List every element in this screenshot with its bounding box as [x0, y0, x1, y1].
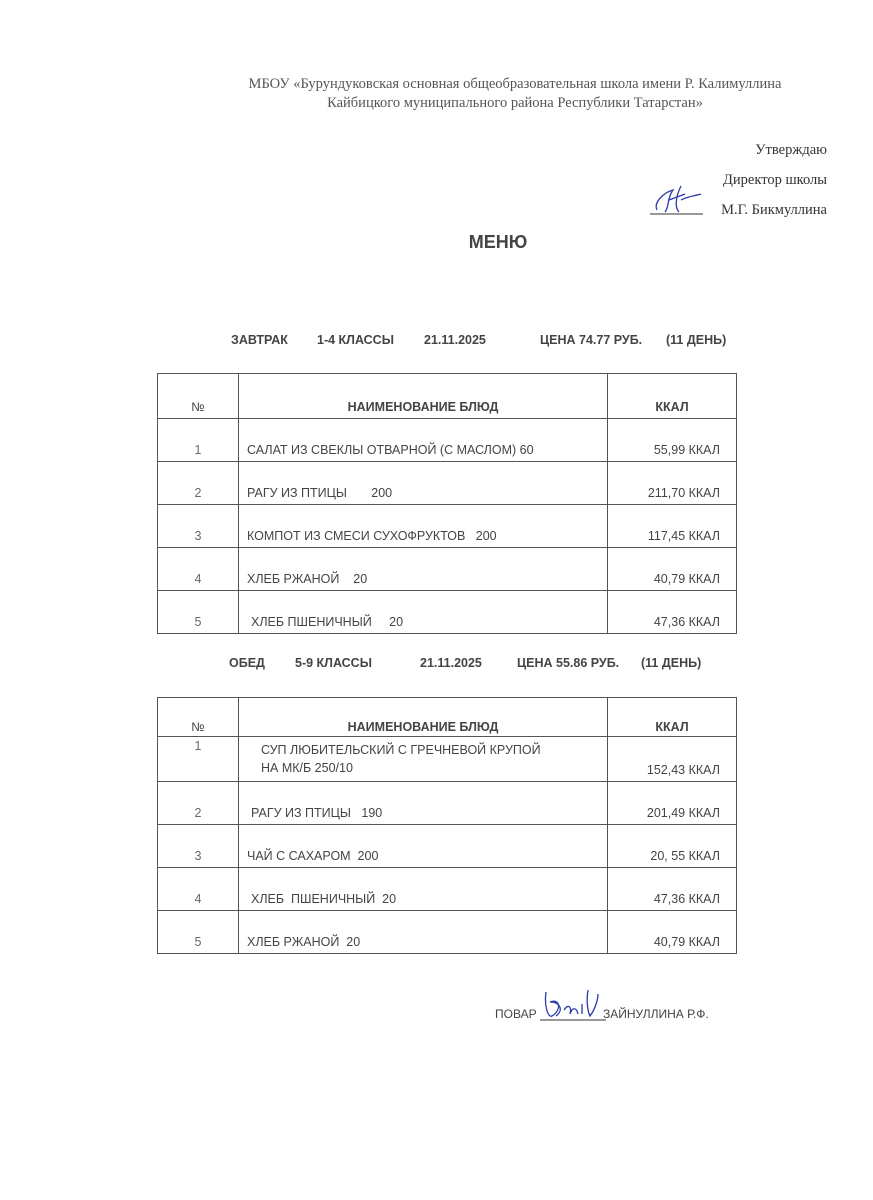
breakfast-classes: 1-4 КЛАССЫ: [317, 333, 394, 347]
table-row: [158, 591, 737, 634]
table-header-row: [158, 698, 737, 737]
row-kcal: 47,36 ККАЛ: [608, 591, 737, 634]
table-row: [158, 505, 737, 548]
row-dish: СУП ЛЮБИТЕЛЬСКИЙ С ГРЕЧНЕВОЙ КРУПОЙ НА МК/Б 250/10: [239, 737, 608, 782]
lunch-day: (11 ДЕНЬ): [641, 656, 702, 670]
row-num: 5: [158, 911, 239, 954]
org-line-2: Кайбицкого муниципального района Республики Татарстан»: [327, 95, 703, 111]
row-num: 4: [158, 868, 239, 911]
cook-label: ПОВАР: [495, 1007, 537, 1021]
org-line-1: МБОУ «Бурундуковская основная общеобразовательная школа имени Р. Калимуллина: [248, 76, 782, 92]
col-kcal: ККАЛ: [608, 698, 737, 737]
table-row: [158, 782, 737, 825]
col-name: НАИМЕНОВАНИЕ БЛЮД: [239, 698, 608, 737]
row-dish: ХЛЕБ РЖАНОЙ 20: [239, 911, 608, 954]
lunch-price: ЦЕНА 55.86 РУБ.: [517, 656, 620, 670]
row-dish: ЧАЙ С САХАРОМ 200: [239, 825, 608, 868]
col-num: №: [158, 698, 239, 737]
organization-name: [150, 75, 873, 113]
row-kcal: 40,79 ККАЛ: [608, 548, 737, 591]
lunch-date: 21.11.2025: [420, 656, 482, 670]
row-kcal: 55,99 ККАЛ: [608, 419, 737, 462]
col-name: НАИМЕНОВАНИЕ БЛЮД: [239, 374, 608, 419]
breakfast-day: (11 ДЕНЬ): [666, 333, 727, 347]
table-row: [158, 462, 737, 505]
table-row: [158, 737, 737, 782]
page-title: МЕНЮ: [468, 232, 528, 252]
lunch-meal: ОБЕД: [229, 656, 265, 670]
director-position: Директор школы: [723, 172, 827, 188]
row-dish: ХЛЕБ ПШЕНИЧНЫЙ 20: [239, 868, 608, 911]
row-dish: РАГУ ИЗ ПТИЦЫ 190: [239, 782, 608, 825]
table-row: [158, 548, 737, 591]
director-signature: [645, 178, 705, 218]
row-kcal: 211,70 ККАЛ: [608, 462, 737, 505]
row-num: 5: [158, 591, 239, 634]
table-row: [158, 911, 737, 954]
row-kcal: 47,36 ККАЛ: [608, 868, 737, 911]
lunch-classes: 5-9 КЛАССЫ: [295, 656, 372, 670]
row-kcal: 40,79 ККАЛ: [608, 911, 737, 954]
row-num: 3: [158, 825, 239, 868]
row-kcal: 152,43 ККАЛ: [608, 737, 737, 782]
row-num: 3: [158, 505, 239, 548]
row-dish: РАГУ ИЗ ПТИЦЫ 200: [239, 462, 608, 505]
director-name: М.Г. Бикмуллина: [721, 202, 827, 218]
cook-signature: [538, 984, 608, 1026]
breakfast-date: 21.11.2025: [424, 333, 486, 347]
col-kcal: ККАЛ: [608, 374, 737, 419]
row-kcal: 201,49 ККАЛ: [608, 782, 737, 825]
breakfast-table: [157, 373, 737, 634]
row-num: 2: [158, 462, 239, 505]
approve-label: Утверждаю: [755, 142, 827, 158]
col-num: №: [158, 374, 239, 419]
breakfast-price: ЦЕНА 74.77 РУБ.: [540, 333, 643, 347]
row-dish: ХЛЕБ ПШЕНИЧНЫЙ 20: [239, 591, 608, 634]
row-dish: КОМПОТ ИЗ СМЕСИ СУХОФРУКТОВ 200: [239, 505, 608, 548]
breakfast-meal: ЗАВТРАК: [231, 333, 288, 347]
table-row: [158, 825, 737, 868]
row-num: 1: [158, 419, 239, 462]
row-kcal: 117,45 ККАЛ: [608, 505, 737, 548]
row-kcal: 20, 55 ККАЛ: [608, 825, 737, 868]
row-num: 4: [158, 548, 239, 591]
table-row: [158, 868, 737, 911]
table-row: [158, 419, 737, 462]
row-num: 1: [158, 737, 239, 782]
table-header-row: [158, 374, 737, 419]
row-dish: ХЛЕБ РЖАНОЙ 20: [239, 548, 608, 591]
row-dish: САЛАТ ИЗ СВЕКЛЫ ОТВАРНОЙ (С МАСЛОМ) 60: [239, 419, 608, 462]
cook-name: ЗАЙНУЛЛИНА Р.Ф.: [603, 1007, 709, 1021]
lunch-table: [157, 697, 737, 954]
row-num: 2: [158, 782, 239, 825]
